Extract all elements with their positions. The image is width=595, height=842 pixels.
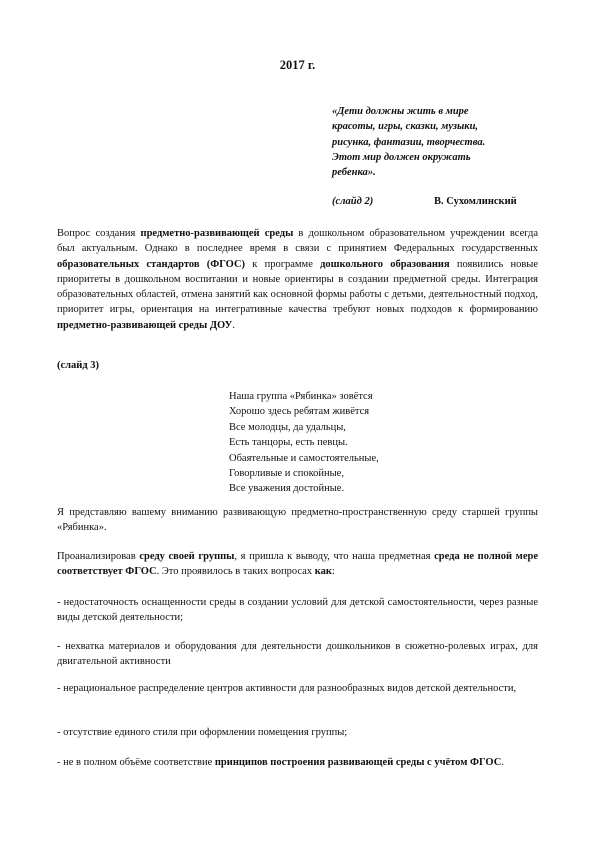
- text-run: , я пришла к выводу, что наша предметная: [234, 551, 435, 562]
- bold-run: как: [314, 566, 332, 578]
- bold-run: (ФГОС): [206, 258, 246, 270]
- bold-run: образовательных стандартов: [57, 258, 200, 270]
- text-run: .: [232, 319, 235, 331]
- epigraph-quote: [332, 104, 532, 180]
- text-run: Вопрос создания: [57, 228, 141, 239]
- poem-line: Наша группа «Рябинка» зовётся: [229, 391, 373, 402]
- text-run: к программе: [245, 258, 321, 270]
- bold-run: дошкольного образования: [320, 258, 450, 270]
- issue-item: - нехватка материалов и оборудования для деятельности дошкольников в сюжетно-ролевых играх, для двигательной активности: [57, 641, 538, 668]
- bold-run: принципов построения развивающей среды с учётом ФГОС: [214, 757, 502, 768]
- text-run: в дошкольном образовательном учреждении всегда был актуальным. Однако в последнее время в связи с принятием Федеральных государственных: [57, 228, 539, 255]
- text-run: Проанализировав: [57, 551, 140, 562]
- bold-run: среда не полной мере соответствует ФГОС: [57, 551, 538, 578]
- poem-line: Хорошо здесь ребятам живётся: [229, 406, 370, 418]
- epigraph-line: рисунка, фантазии, творчества.: [332, 136, 486, 148]
- text-run: [200, 259, 207, 270]
- text-run: - не в полном объёме соответствие: [57, 757, 215, 768]
- poem-line: Обаятельные и самостоятельные,: [229, 452, 379, 464]
- slide-2-label: (слайд 2): [332, 196, 374, 207]
- epigraph-line: ребенка».: [332, 167, 376, 179]
- analysis-paragraph: [57, 549, 538, 580]
- poem: [229, 389, 379, 497]
- epigraph-line: «Дети должны жить в мире: [332, 106, 469, 117]
- epigraph-line: красоты, игры, сказки, музыки,: [332, 121, 479, 133]
- year-heading: 2017 г.: [279, 58, 316, 72]
- bold-run: предметно-развивающей среды: [140, 228, 294, 239]
- intro-paragraph: [57, 226, 538, 333]
- issue-item: - нерациональное распределение центров активности для разнообразных видов детской деятельности,: [57, 683, 517, 694]
- poem-line: Все молодцы, да удальцы,: [229, 421, 346, 433]
- issue-item: - недостаточность оснащенности среды в создании условий для детской самостоятельности, через разные виды детской деятельности;: [57, 597, 538, 624]
- poem-line: Есть танцоры, есть певцы.: [229, 437, 348, 449]
- text-run: . Это проявилось в таких вопросах: [156, 566, 315, 578]
- issue-item: [57, 755, 538, 770]
- epigraph-line: Этот мир должен окружать: [332, 151, 471, 163]
- presentation-paragraph: Я представляю вашему вниманию развивающую предметно-пространственную среду старшей группы «Рябинка».: [57, 507, 538, 534]
- poem-line: Все уважения достойные.: [229, 483, 345, 495]
- text-run: появились новые приоритеты в дошкольном воспитании и новые ориентиры в создании предметной среды. Интеграция образовательных областей, отмена занятий как основной формы работы с детьми, деятельностный подход, приоритет игры, ориентация на интегративные качества требуют новых подходов к формированию: [57, 258, 538, 316]
- issue-item: - отсутствие единого стиля при оформлении помещения группы;: [57, 727, 348, 738]
- text-run: .: [501, 757, 504, 768]
- epigraph-author: В. Сухомлинский: [434, 196, 517, 207]
- bold-run: среду своей группы: [139, 551, 235, 562]
- slide-3-label: (слайд 3): [57, 360, 100, 371]
- bold-run: предметно-развивающей среды ДОУ: [57, 319, 233, 331]
- poem-line: Говорливые и спокойные,: [229, 468, 344, 480]
- text-run: :: [331, 566, 335, 578]
